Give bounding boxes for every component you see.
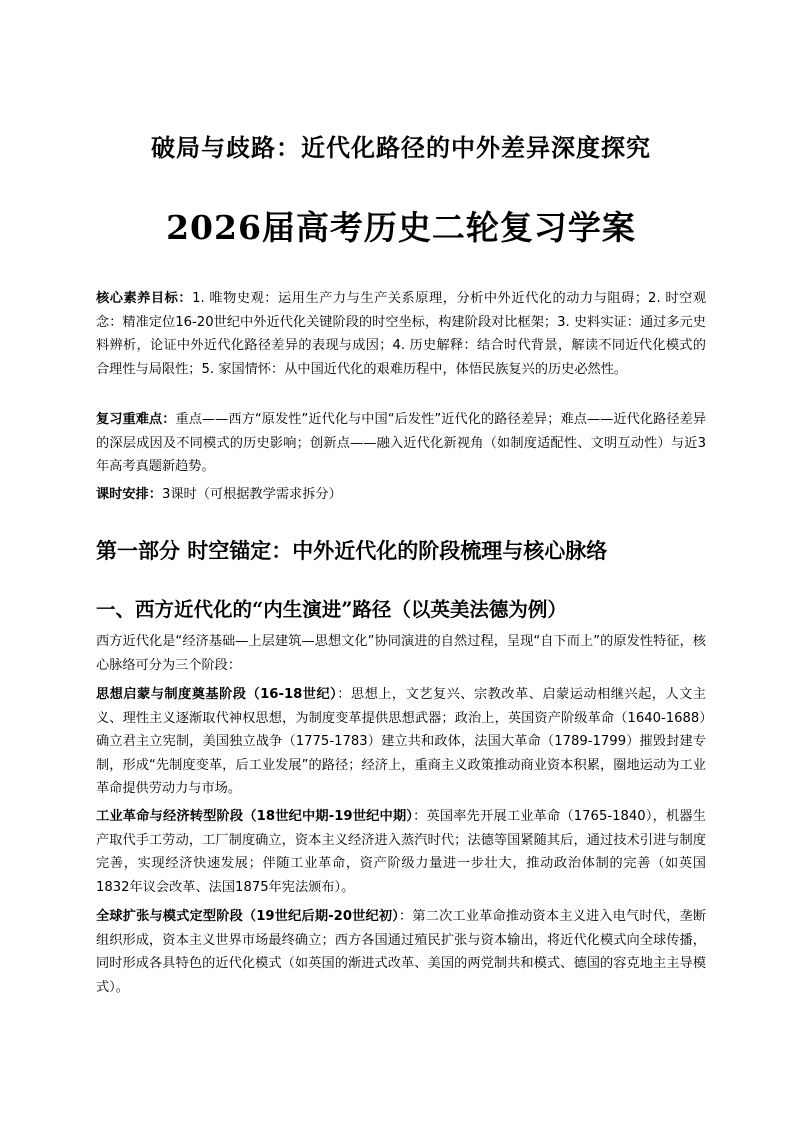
schedule-text: 3课时（可根据教学需求拆分） — [161, 487, 342, 502]
stage2-paragraph — [96, 805, 706, 899]
keypoints-paragraph — [96, 408, 706, 479]
goals-paragraph — [96, 287, 706, 381]
intro-paragraph: 西方近代化是“经济基础—上层建筑—思想文化”协同演进的自然过程，呈现“自下而上”的原发性特征，核心脉络可分为三个阶段： — [96, 634, 706, 673]
stage2-label: 工业革命与经济转型阶段（18世纪中期-19世纪中期） — [96, 809, 414, 824]
document-title: 破局与歧路：近代化路径的中外差异深度探究 — [151, 133, 651, 162]
stage3-text: ：第二次工业革命推动资本主义进入电气时代，垄断组织形成，资本主义世界市场最终确立；西方各国通过殖民扩张与资本输出，将近代化模式向全球传播，同时形成各具特色的近代化模式（如英国的渐进式改革、美国的两党制共和模式、德国的容克地主主导模式）。 — [96, 909, 707, 995]
goals-label: 核心素养目标： — [96, 291, 193, 306]
stage3-paragraph — [96, 905, 706, 999]
document-subtitle: 2026届高考历史二轮复习学案 — [166, 208, 636, 247]
keypoints-label: 复习重难点： — [96, 412, 176, 427]
stage3-label: 全球扩张与模式定型阶段（19世纪后期-20世纪初） — [96, 909, 400, 924]
stage1-text: ：思想上，文艺复兴、宗教改革、启蒙运动相继兴起，人文主义、理性主义逐渐取代神权思想，为制度变革提供思想武器；政治上，英国资产阶级革命（1640-1688）确立君主立宪制，美国独立战争（1775-1783）建立共和政体，法国大革命（1789-1799）摧毁封建专制，形成“先制度变革，后工业发展”的路径；经济上，重商主义政策推动商业资本积累，圈地运动为工业革命提供劳动力与市场。 — [96, 687, 706, 797]
goals-text: 1. 唯物史观：运用生产力与生产关系原理，分析中外近代化的动力与阻碍；2. 时空观念：精准定位16-20世纪中外近代化关键阶段的时空坐标，构建阶段对比框架；3. 史料实证：通过多元史料辨析，论证中外近代化路径差异的表现与成因；4. 历史解释：结合时代背景，解读不同近代化模式的合理性与局限性；5. 家国情怀：从中国近代化的艰难历程中，体悟民族复兴的历史必然性。 — [96, 291, 707, 377]
stage2-text: ：英国率先开展工业革命（1765-1840），机器生产取代手工劳动，工厂制度确立，资本主义经济进入蒸汽时代；法德等国紧随其后，通过技术引进与制度完善，实现经济快速发展；伴随工业革命，资产阶级力量进一步壮大，推动政治体制的完善（如英国1832年议会改革、法国1875年宪法颁布）。 — [96, 809, 706, 895]
keypoints-text: 重点——西方“原发性”近代化与中国“后发性”近代化的路径差异；难点——近代化路径差异的深层成因及不同模式的历史影响；创新点——融入近代化新视角（如制度适配性、文明互动性）与近3年高考真题新趋势。 — [96, 412, 707, 475]
schedule-paragraph — [96, 483, 706, 507]
part1-heading: 第一部分 时空锚定：中外近代化的阶段梳理与核心脉络 — [96, 538, 608, 563]
schedule-label: 课时安排： — [96, 487, 162, 502]
stage1-paragraph — [96, 683, 706, 801]
section1-heading: 一、西方近代化的“内生演进”路径（以英美法德为例） — [96, 598, 567, 621]
stage1-label: 思想启蒙与制度奠基阶段（16-18世纪） — [96, 687, 338, 702]
